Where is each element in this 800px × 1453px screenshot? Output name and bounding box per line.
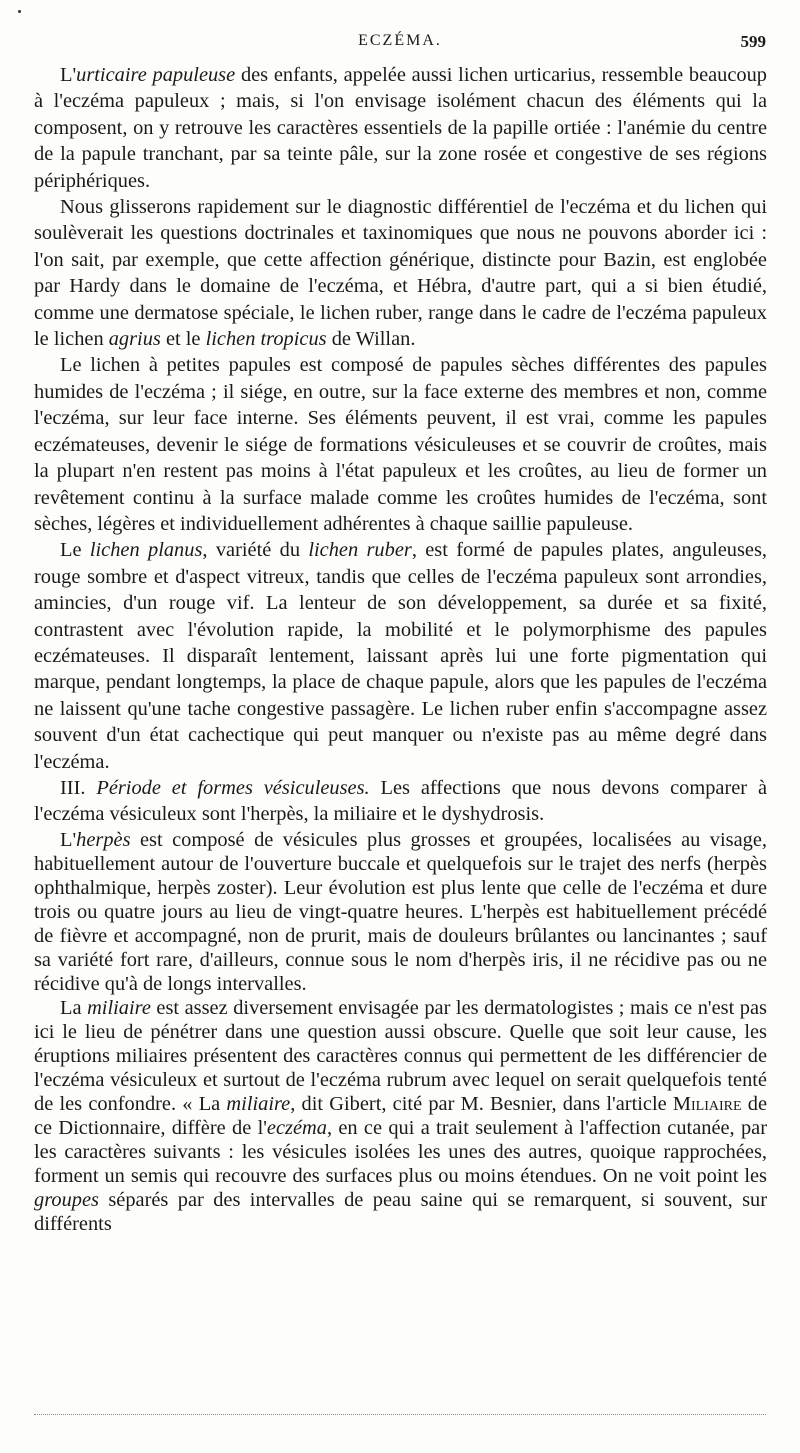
term-agrius: agrius xyxy=(108,328,161,351)
page-header xyxy=(34,32,766,54)
term-miliaire: miliaire xyxy=(87,996,151,1019)
article-reference: Miliaire xyxy=(672,1092,742,1115)
section-number: III. xyxy=(60,776,97,799)
page-body xyxy=(34,62,767,1236)
paragraph-herpes: L'herpès est composé de vésicules plus grosses et groupées, localisées au visage, habituellement autour de l'ouverture buccale et quelquefois sur le trajet des nerfs (herpès ophthalmique, herpès zoster). Leur évolution est plus lente que celle de l'eczéma et dure trois ou quatre jours au lieu de vingt-quatre heures. L'herpès est habituellement précédé de fièvre et accompagné, non de prurit, mais de douleurs brûlantes ou lancinantes ; sauf sa variété fort rare, d'ailleurs, connue sous le nom d'herpès iris, il ne récidive pas ou ne récidive qu'à de longs intervalles. xyxy=(34,828,767,995)
term-lichen-tropicus: lichen tropicus xyxy=(205,328,327,351)
term-lichen-ruber: lichen ruber xyxy=(308,539,412,562)
running-title: ECZÉMA. xyxy=(358,32,442,49)
paragraph-lichen-petites-papules: Le lichen à petites papules est composé de papules sèches différentes des papules humides de l'eczéma ; il siége, en outre, sur la face externe des membres et non, comme l'eczéma, sur leur face interne. Ses éléments peuvent, il est vrai, comme les papules eczémateuses, devenir le siége de formations vésiculeuses et se couvrir de croûtes, mais la plupart n'en restent pas moins à l'état papuleux et les croûtes, au lieu de former un revêtement continu à la surface malade comme les croûtes humides de l'eczéma, sont sèches, légères et individuellement adhérentes à chaque saillie papuleuse. xyxy=(34,354,767,535)
term-eczema: eczéma xyxy=(266,1116,327,1139)
term-urticaire-papuleuse: urticaire papuleuse xyxy=(76,64,236,86)
paragraph-section-iii: III. Période et formes vésiculeuses. Les affections que nous devons comparer à l'eczéma vésiculeux sont l'herpès, la miliaire et le dyshydrosis. xyxy=(34,776,767,826)
page-number: 599 xyxy=(740,32,766,51)
paragraph-lichen-planus: Le lichen planus, variété du lichen ruber, est formé de papules plates, anguleuses, rouge sombre et d'aspect vitreux, tandis que celles de l'eczéma papuleux sont arrondies, amincies, d'un rouge vif. La lenteur de son développement, sa durée et sa fixité, contrastent avec l'évolution rapide, la mobilité et le polymorphisme des papules eczémateuses. Il disparaît lentement, laissant après lui une forte pigmentation qui marque, pendant longtemps, la place de chaque papule, alors que les papules de l'eczéma ne laissent qu'une tache congestive passagère. Le lichen ruber enfin s'accompagne assez souvent d'un état cachectique qui peut manquer ou n'existe pas au même degré dans l'eczéma. xyxy=(34,539,767,773)
section-heading: Période et formes vésiculeuses. xyxy=(96,776,370,799)
paragraph-lichen-diagnostic: Nous glisserons rapidement sur le diagnostic différentiel de l'eczéma et du lichen qui soulèverait les questions doctrinales et taxinomiques que nous ne pouvons aborder ici : l'on sait, par exemple, que cette affection générique, distincte pour Bazin, est englobée par Hardy dans le domaine de l'eczéma, et Hébra, d'autre part, qui a si bien étudié, comme une dermatose spéciale, le lichen ruber, range dans le cadre de l'eczéma papuleux le lichen agrius et le lichen tropicus de Willan. xyxy=(34,196,767,351)
paragraph-urticaire: L'urticaire papuleuse des enfants, appelée aussi lichen urticarius, ressemble beaucoup à l'eczéma papuleux ; mais, si l'on envisage isolément chacun des éléments qui la composent, on y retrouve les caractères essentiels de la papille ortiée : l'anémie du centre de la papule tranchant, par sa teinte pâle, sur la zone rosée et congestive de ses régions périphériques. xyxy=(34,64,767,192)
term-lichen-planus: lichen planus xyxy=(89,539,203,562)
print-speck xyxy=(18,10,21,13)
footer-rule xyxy=(34,1414,766,1415)
paragraph-miliaire: La miliaire est assez diversement envisagée par les dermatologistes ; mais ce n'est pas ici le lieu de pénétrer dans une question aussi obscure. Quelle que soit leur cause, les éruptions miliaires présentent des caractères connus qui permettent de les différencier de l'eczéma vésiculeux et surtout de l'eczéma rubrum avec lequel on serait quelquefois tenté de les confondre. « La miliaire, dit Gibert, cité par M. Besnier, dans l'article Miliaire de ce Dictionnaire, diffère de l'eczéma, en ce qui a trait seulement à l'affection cutanée, par les caractères suivants : les vésicules isolées les unes des autres, quoique rapprochées, forment un semis qui recouvre des surfaces plus ou moins étendues. On ne voit point les groupes séparés par des intervalles de peau saine qui se remarquent, si souvent, sur différents xyxy=(34,996,768,1235)
term-groupes: groupes xyxy=(34,1188,99,1211)
term-miliaire-quote: miliaire xyxy=(226,1092,291,1115)
term-herpes: herpès xyxy=(76,828,131,851)
